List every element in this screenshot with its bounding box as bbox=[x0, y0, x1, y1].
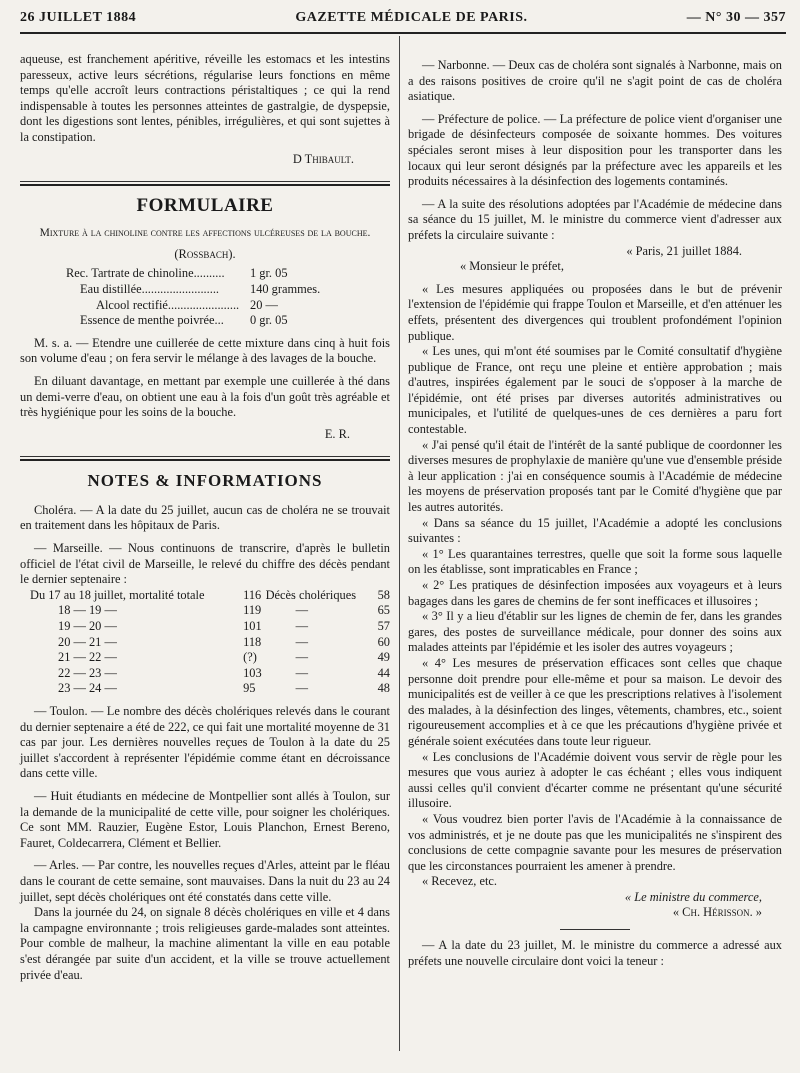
table-row: 19 — 20 — 101 — 57 bbox=[58, 619, 390, 634]
minister-name: « Ch. Hérisson. » bbox=[672, 905, 762, 920]
letter-paragraph: « Vous voudrez bien porter l'avis de l'Académie à la connaissance de vos administrés, et je ne doute pas que les municipalités ne s'inspirent des conclusions de cette compagnie savante pour les mesures de préservation que les circonstances pourraient les amener à prendre. bbox=[408, 811, 782, 873]
msa-paragraph: M. s. a. — Etendre une cuillerée de cette mixture dans cinq à huit fois son volume d'eau ; on fera servir le mélange à des lavages de la bouche. bbox=[20, 335, 390, 366]
minister-title: « Le ministre du commerce, bbox=[624, 889, 762, 904]
section-rule bbox=[20, 181, 390, 182]
page-header bbox=[20, 6, 786, 30]
marseille-paragraph: — Marseille. — Nous continuons de transcrire, d'après le bulletin officiel de l'état civil de Marseille, le relevé du chiffre des décès pendant le dernier septenaire : bbox=[20, 541, 390, 587]
letter-paragraph: « J'ai pensé qu'il était de l'intérêt de la santé publique de coordonner les diverses mesures de prophylaxie de manière qu'une vue d'ensemble préside à leur application : j'ai en conséquence soumis à l'Académie de médecine les moyens de préservation proposés tant par le Comité d'hygiène que par les autres autorités. bbox=[408, 437, 782, 515]
section-rule bbox=[560, 929, 630, 930]
prefecture-paragraph: — Préfecture de police. — La préfecture de police vient d'organiser une brigade de désinfecteurs composée de soixante hommes. Des voitures spéciales seront mises à leur disposition pour les transporter dans les locaux qui leur seront désignés par la préfecture avec les appareils et les produits nécessaires à la désinfection des logements contaminés. bbox=[408, 111, 782, 189]
marseille-mortality-table bbox=[20, 588, 390, 697]
column-divider bbox=[399, 36, 400, 1051]
letter-date: « Paris, 21 juillet 1884. bbox=[626, 243, 742, 258]
left-column bbox=[20, 52, 390, 983]
notes-title: NOTES & INFORMATIONS bbox=[87, 471, 323, 491]
letter-salutation: « Monsieur le préfet, bbox=[460, 259, 564, 274]
final-paragraph: — A la date du 23 juillet, M. le ministre du commerce a adressé aux préfets une nouvelle circulaire dont voici la teneur : bbox=[408, 938, 782, 968]
table-row: Du 17 au 18 juillet, mortalité totale 116 Décès cholériques 58 bbox=[30, 587, 390, 602]
letter-paragraph: « Les conclusions de l'Académie doivent vous servir de règle pour les mesures que vous auriez à adopter le cas échéant ; elles vous indiquent aussi celles qu'il convient d'écarter comme ne présentant qu'une sécurité illusoire. bbox=[408, 749, 782, 811]
header-journal-title: GAZETTE MÉDICALE DE PARIS. bbox=[295, 10, 528, 25]
arles-paragraph: — Arles. — Par contre, les nouvelles reçues d'Arles, atteint par le fléau dans le courant de cette semaine, sont mauvaises. Dans la nuit du 23 au 24 juillet, sept décès cholériques ont été constatés dans cette ville. bbox=[20, 858, 390, 904]
academie-paragraph: — A la suite des résolutions adoptées par l'Académie de médecine dans sa séance du 15 juillet, M. le ministre du commerce vient d'adresser aux préfets la circulaire suivante : bbox=[408, 196, 782, 242]
right-column bbox=[408, 58, 782, 969]
arles-followup-paragraph: Dans la journée du 24, on signale 8 décès cholériques en ville et 4 dans la campagne environnante ; trois religieuses garde-malades sont atteintes. Pour comble de malheur, la machine alimentant la ville en eau potable s'est dérangée par suite d'un accident, et la ville se trouve actuellement privée d'eau. bbox=[20, 905, 390, 982]
header-rule bbox=[20, 32, 786, 34]
cholera-paragraph: Choléra. — A la date du 25 juillet, aucun cas de choléra ne se trouvait en traitement dans les hôpitaux de Paris. bbox=[20, 502, 390, 533]
recipe-line: Alcool rectifié....................... 20 — bbox=[96, 297, 278, 312]
narbonne-paragraph: — Narbonne. — Deux cas de choléra sont signalés à Narbonne, mais on a des raisons positives de croire qu'il ne s'agit point de cas de choléra asiatique. bbox=[408, 58, 782, 104]
letter-paragraph: « 4° Les mesures de préservation efficaces sont celles que chaque personne doit prendre pour elle-même et pour sa maison. Le devoir des municipalités est de veiller à ce que les prescriptions relatives à l'isolement des malades, à la désinfection des linges, vêtements, chambres, etc., soient rigoureusement accomplies et à ce que les précautions d'hygiène privée et générale soient exécutées dans toute leur rigueur. bbox=[408, 655, 782, 748]
section-rule bbox=[20, 456, 390, 457]
letter-paragraph: « 1° Les quarantaines terrestres, quelle que soit la forme sous laquelle on les établisse, sont impraticables en France ; bbox=[408, 546, 782, 577]
header-page-number: — N° 30 — 357 bbox=[686, 10, 786, 25]
letter-paragraph: « Les mesures appliquées ou proposées dans le but de prévenir l'extension de l'épidémie qui frappe Toulon et Marseille, et d'en atténuer les effets, présentent des divergences qui troublent profondément l'opinion publique. bbox=[408, 281, 782, 343]
dilution-paragraph: En diluant davantage, en mettant par exemple une cuillerée à thé dans un demi-verre d'eau, on obtient une eau à la fois d'un goût très agréable et très hygiénique pour les soins de la bouche. bbox=[20, 373, 390, 420]
table-row: 23 — 24 — 95 — 48 bbox=[58, 681, 390, 696]
header-date: 26 JUILLET 1884 bbox=[20, 10, 137, 25]
recipe-line: Essence de menthe poivrée... 0 gr. 05 bbox=[80, 313, 288, 328]
letter-closing: « Recevez, etc. bbox=[422, 874, 497, 889]
table-row: 18 — 19 — 119 — 65 bbox=[58, 603, 390, 618]
table-row: 22 — 23 — 103 — 44 bbox=[58, 665, 390, 680]
letter-paragraph: « Dans sa séance du 15 juillet, l'Académie a adopté les conclusions suivantes : bbox=[408, 515, 782, 546]
recipe-list bbox=[20, 266, 390, 328]
toulon-paragraph: — Toulon. — Le nombre des décès cholériques relevés dans le courant du dernier septenaire a été de 222, ce qui fait une mortalité moyenne de 31 cas par jour. Les dernières nouvelles reçues de Toulon à la date du 25 juillet s'accordent à représenter l'épidémie comme étant en décroissance dans cette ville. bbox=[20, 704, 390, 781]
recipe-line: Eau distillée......................... 140 grammes. bbox=[80, 281, 321, 296]
recipe-line: Rec. Tartrate de chinoline.......... 1 gr. 05 bbox=[66, 266, 288, 281]
letter-paragraph: « 2° Les pratiques de désinfection imposées aux voyageurs et à leurs bagages dans les gares de chemins de fer sont inefficaces et illusoires ; bbox=[408, 578, 782, 608]
table-row: 21 — 22 — (?) — 49 bbox=[58, 650, 390, 665]
table-row: 20 — 21 — 118 — 60 bbox=[58, 634, 390, 649]
formulaire-title: FORMULAIRE bbox=[136, 195, 274, 217]
letter-paragraph: « Les unes, qui m'ont été soumises par le Comité consultatif d'hygiène publique de France, ont reçu une pleine et entière approbation ; mais d'autres, inspirées également par le souci de s'opposer à la marche de l'épidémie, ont été prises par diverses autorités administratives ou municipales, et l'utilité de quelques-unes de ces dernières a paru fort contestable. bbox=[408, 344, 782, 437]
er-signature: E. R. bbox=[324, 426, 350, 441]
section-rule bbox=[20, 459, 390, 461]
intro-paragraph: aqueuse, est franchement apéritive, réveille les estomacs et les intestins paresseux, active leurs sécrétions, régularise leurs fonctions en même temps qu'elle accroît leurs contractions péristaltiques ; ce qui la rend indispensable à toutes les personnes atteintes de gastralgie, de dyspepsie, dont les digestions sont lentes, pénibles, irrégulières, et qui sont sujettes à la constipation. bbox=[20, 52, 390, 144]
rossbach-attribution: (Rossbach). bbox=[174, 246, 236, 261]
section-rule bbox=[20, 184, 390, 186]
montpellier-paragraph: — Huit étudiants en médecine de Montpellier sont allés à Toulon, sur la demande de la municipalité de cette ville, pour soigner les cholériques. Ce sont MM. Rauzier, Eugène Estor, Louis Planchon, Ernest Bereno, Fauret, Coldecarrera, Clément et Bellier. bbox=[20, 788, 390, 850]
letter-paragraph: « 3° Il y a lieu d'établir sur les lignes de chemin de fer, dans les grandes gares, des postes de surveillance médicale, pour donner des soins aux malades atteints par l'épidémie et les isoler des autres voyageurs ; bbox=[408, 609, 782, 655]
mixture-title: Mixture à la chinoline contre les affections ulcéreuses de la bouche. bbox=[39, 226, 371, 239]
intro-signature: D Thibault. bbox=[292, 151, 354, 166]
